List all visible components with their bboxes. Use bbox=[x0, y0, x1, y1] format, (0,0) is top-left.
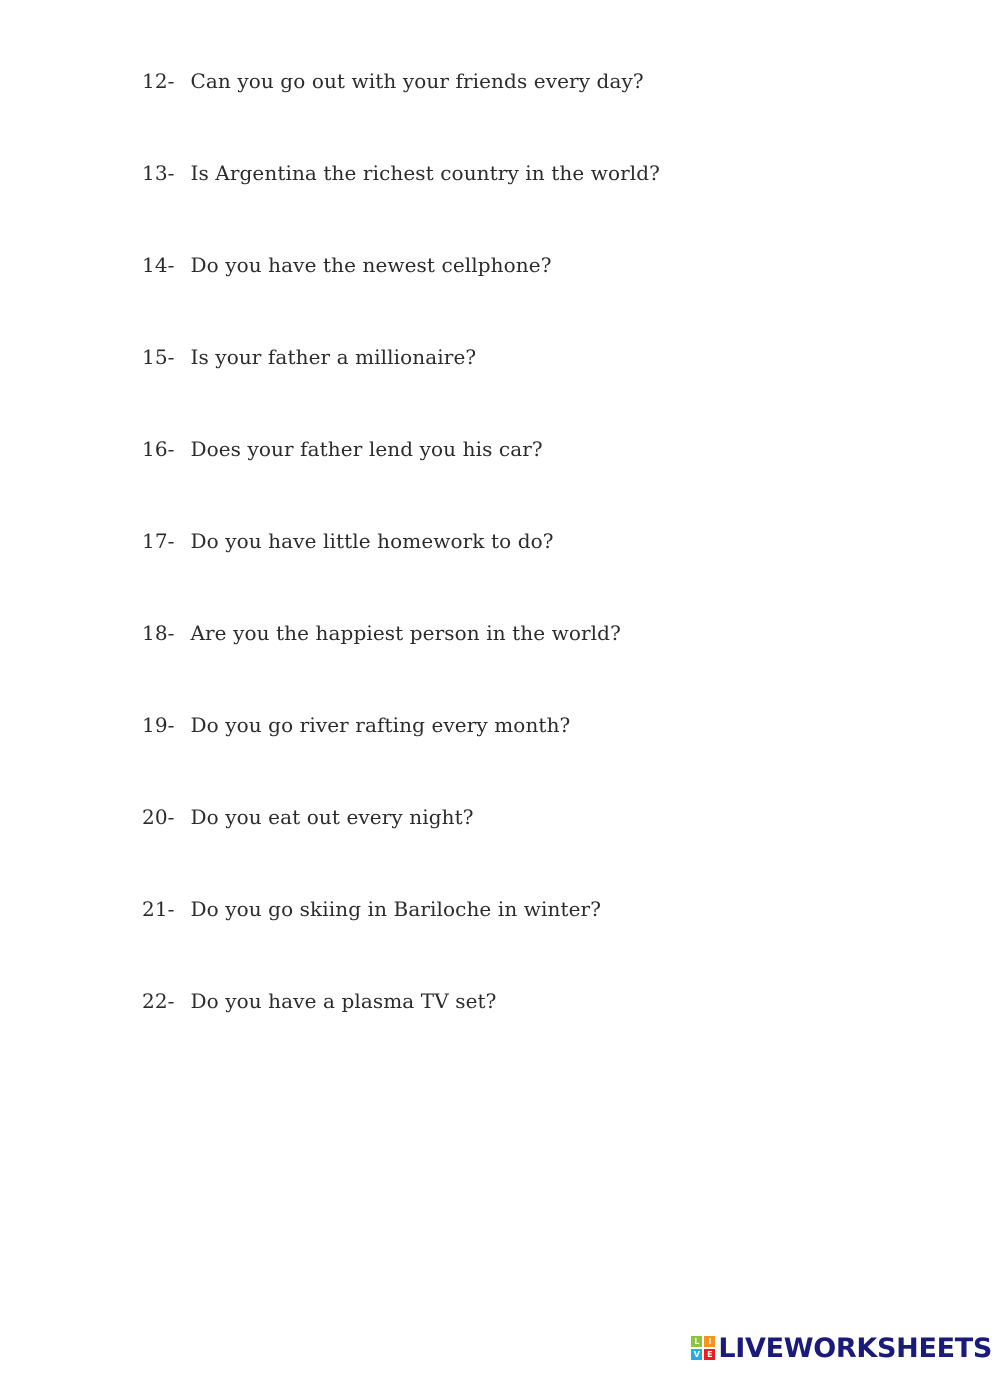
question-item bbox=[142, 158, 660, 250]
question-number: 16- bbox=[142, 437, 175, 461]
question-item bbox=[142, 66, 660, 158]
question-item bbox=[142, 434, 660, 526]
question-text: Can you go out with your friends every day? bbox=[190, 69, 644, 93]
question-list bbox=[142, 66, 660, 1078]
question-number: 20- bbox=[142, 805, 175, 829]
liveworksheets-logo bbox=[691, 1332, 992, 1364]
question-number: 12- bbox=[142, 69, 175, 93]
logo-block: E bbox=[704, 1349, 715, 1360]
question-item bbox=[142, 710, 660, 802]
question-number: 19- bbox=[142, 713, 175, 737]
question-number: 14- bbox=[142, 253, 175, 277]
logo-block: L bbox=[691, 1336, 702, 1347]
question-text: Do you eat out every night? bbox=[190, 805, 474, 829]
question-item bbox=[142, 802, 660, 894]
question-item bbox=[142, 986, 660, 1078]
question-text: Do you have little homework to do? bbox=[190, 529, 554, 553]
question-number: 13- bbox=[142, 161, 175, 185]
question-item bbox=[142, 894, 660, 986]
question-number: 22- bbox=[142, 989, 175, 1013]
question-number: 15- bbox=[142, 345, 175, 369]
question-number: 18- bbox=[142, 621, 175, 645]
logo-text: LIVEWORKSHEETS bbox=[718, 1332, 992, 1364]
question-item bbox=[142, 618, 660, 710]
question-text: Does your father lend you his car? bbox=[190, 437, 543, 461]
question-item bbox=[142, 526, 660, 618]
logo-blocks-icon bbox=[691, 1336, 715, 1360]
question-item bbox=[142, 342, 660, 434]
question-text: Do you have a plasma TV set? bbox=[190, 989, 497, 1013]
question-item bbox=[142, 250, 660, 342]
logo-block: I bbox=[704, 1336, 715, 1347]
question-number: 21- bbox=[142, 897, 175, 921]
logo-block: V bbox=[691, 1349, 702, 1360]
question-text: Are you the happiest person in the world? bbox=[190, 621, 621, 645]
question-text: Do you go skiing in Bariloche in winter? bbox=[190, 897, 602, 921]
question-text: Is Argentina the richest country in the world? bbox=[190, 161, 660, 185]
question-text: Do you have the newest cellphone? bbox=[190, 253, 552, 277]
question-text: Do you go river rafting every month? bbox=[190, 713, 571, 737]
question-text: Is your father a millionaire? bbox=[190, 345, 477, 369]
question-number: 17- bbox=[142, 529, 175, 553]
